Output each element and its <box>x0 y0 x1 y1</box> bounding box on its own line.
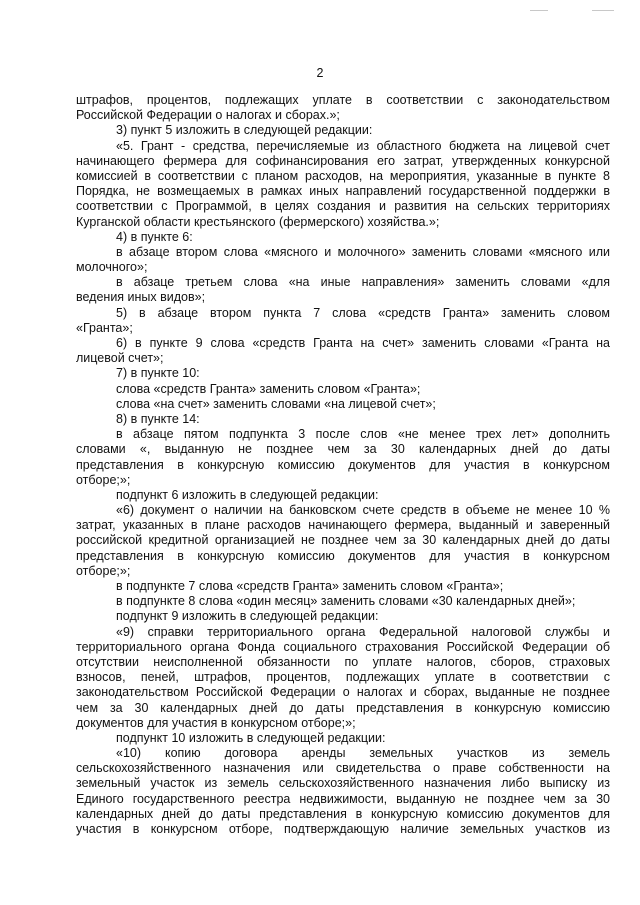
text-line: начинающего фермера для софинансирования его затрат, утвержденных конкурсной <box>76 153 610 168</box>
text-line: отборе;»; <box>76 472 131 487</box>
text-line: подпункт 10 изложить в следующей редакции: <box>116 730 386 745</box>
text-line: отсутствии неисполненной обязанности по уплате налогов, сборов, страховых <box>76 654 610 669</box>
text-line: «6) документ о наличии на банковском счете средств в объеме не менее 10 % <box>116 503 610 518</box>
text-line: в абзаце третьем слова «на иные направления» заменить словами «для <box>116 275 610 290</box>
text-line: земельный участок из земель сельскохозяйственного назначения либо выписку из <box>76 776 610 791</box>
text-line: слова «на счет» заменить словами «на лицевой счет»; <box>116 396 436 411</box>
text-line: отборе;»; <box>76 563 131 578</box>
text-line: затрат, указанных в плане расходов начинающего фермера, выданный и заверенный <box>76 518 610 533</box>
text-line: слова «средств Гранта» заменить словом «Гранта»; <box>116 381 421 396</box>
text-line: штрафов, процентов, подлежащих уплате в соответствии с законодательством <box>76 93 610 107</box>
text-line: чем за 30 календарных дней до даты представления в конкурсную комиссию <box>76 700 610 715</box>
text-line: участия в конкурсном отборе, подтверждающую наличие земельных участков из <box>76 822 610 836</box>
text-line: календарных дней до даты представления в конкурсную комиссию документов для <box>76 806 610 821</box>
text-line: «5. Грант - средства, перечисляемые из областного бюджета на лицевой счет <box>116 138 610 153</box>
text-line: подпункт 9 изложить в следующей редакции: <box>116 609 379 624</box>
text-line: подпункт 6 изложить в следующей редакции: <box>116 487 379 502</box>
text-line: соответствии с Программой, в целях создания и развития на сельских территориях <box>76 199 610 214</box>
text-line: комиссией в соответствии с планом расходов, на мероприятия, указанные в пункте 8 <box>76 168 610 183</box>
text-line: ведения иных видов»; <box>76 290 206 305</box>
text-line: «10) копию договора аренды земельных участков из земель <box>116 746 610 761</box>
scan-artifact <box>592 10 614 11</box>
text-line: «9) справки территориального органа Федеральной налоговой службы и <box>116 624 610 639</box>
text-line: лицевой счет»; <box>76 351 164 366</box>
text-line: 6) в пункте 9 слова «средств Гранта на счет» заменить словами «Гранта на <box>116 336 610 350</box>
text-line: представления в конкурсную комиссию документов для участия в конкурсном <box>76 457 610 472</box>
text-line: «Гранта»; <box>76 320 133 335</box>
text-line: 3) пункт 5 изложить в следующей редакции: <box>116 123 373 138</box>
text-line: в подпункте 7 слова «средств Гранта» заменить словом «Гранта»; <box>116 579 504 593</box>
text-line: в абзаце втором слова «мясного и молочного» заменить словами «мясного или <box>116 244 610 259</box>
text-line: документов для участия в конкурсном отборе;»; <box>76 715 356 730</box>
text-line: 8) в пункте 14: <box>116 411 200 426</box>
text-line: в абзаце пятом подпункта 3 после слов «не менее трех лет» дополнить <box>116 427 610 442</box>
page-number: 2 <box>316 66 324 80</box>
text-line: Порядка, не возмещаемых в рамках иных направлений государственной поддержки в <box>76 184 610 199</box>
text-line: законодательством Российской Федерации о налогах и сборах, выданные не позднее <box>76 685 610 700</box>
text-line: взносов, пеней, штрафов, процентов, подлежащих уплате в соответствии с <box>76 670 610 685</box>
text-line: словами «, выданную не позднее чем за 30 календарных дней до даты <box>76 442 610 457</box>
text-line: 5) в абзаце втором пункта 7 слова «средств Гранта» заменить словом <box>116 305 610 320</box>
text-line: 4) в пункте 6: <box>116 229 193 244</box>
text-line: сельскохозяйственного назначения или свидетельства о праве собственности на <box>76 761 610 776</box>
text-line: территориального органа Фонда социального страхования Российской Федерации об <box>76 639 610 654</box>
text-line: представления в конкурсную комиссию документов для участия в конкурсном <box>76 548 610 563</box>
document-body <box>76 93 610 837</box>
text-line: 7) в пункте 10: <box>116 366 200 381</box>
scan-artifact <box>530 10 548 11</box>
text-line: в подпункте 8 слова «один месяц» заменить словами «30 календарных дней»; <box>116 594 576 609</box>
text-line: Российской Федерации о налогах и сборах.»; <box>76 108 340 123</box>
text-line: российской кредитной организацией не позднее чем за 30 календарных дней до даты <box>76 533 610 548</box>
text-line: Единого государственного реестра недвижимости, выданную не позднее чем за 30 <box>76 791 610 806</box>
text-line: молочного»; <box>76 260 148 275</box>
text-line: Курганской области крестьянского (фермерского) хозяйства.»; <box>76 214 440 229</box>
